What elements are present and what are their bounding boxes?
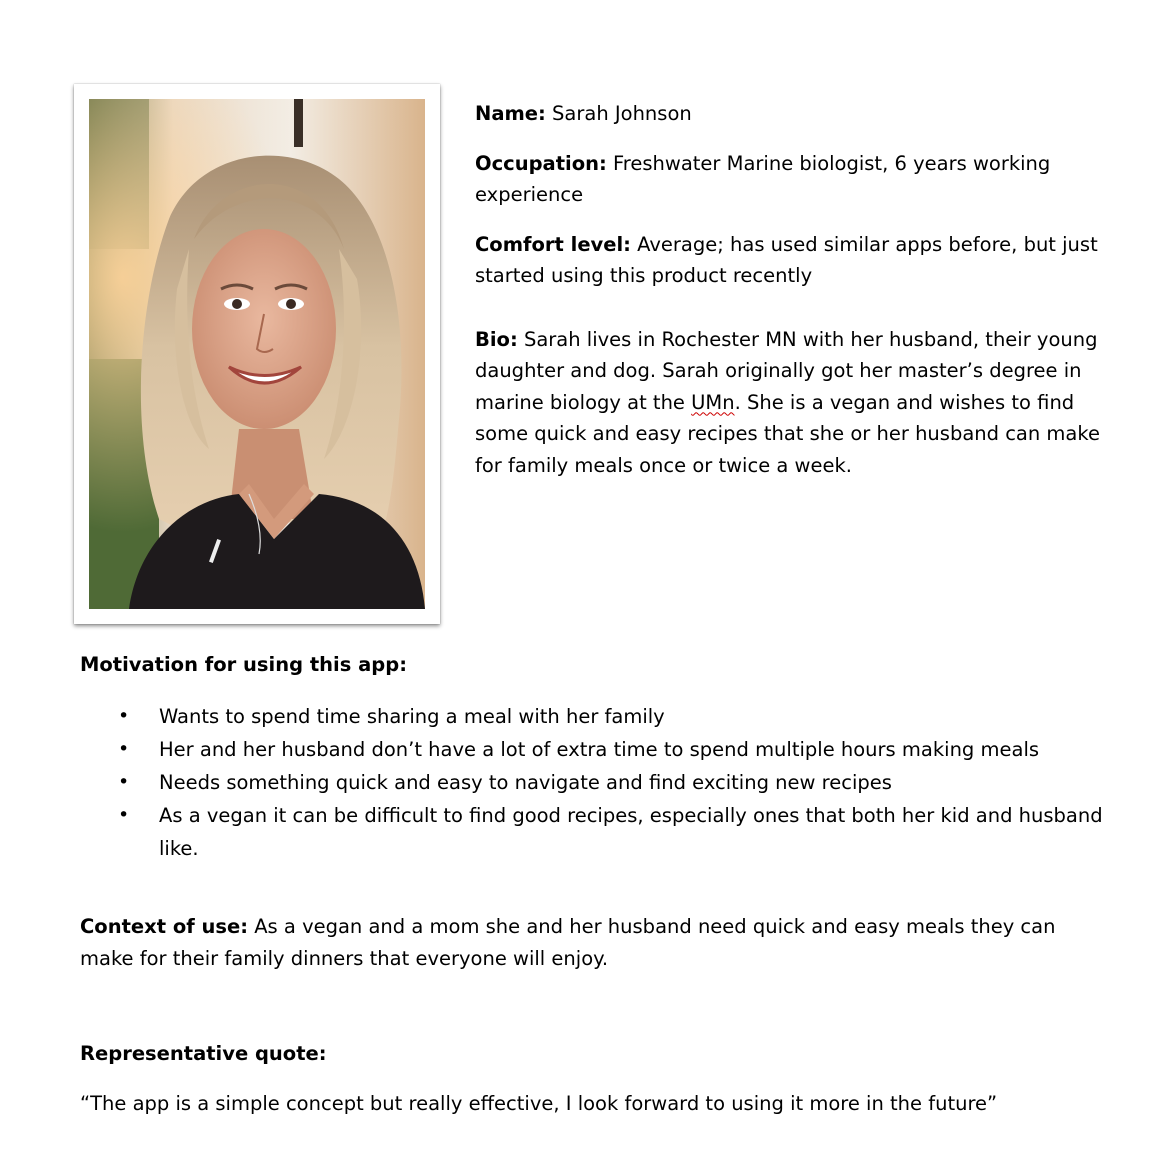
- context-paragraph: [80, 911, 1110, 976]
- motivation-heading: Motivation for using this app:: [80, 653, 407, 676]
- occupation-line: [475, 148, 1115, 211]
- bio-text-part2: . She is a vegan and wishes to find some quick and easy recipes that she or her husband can make for family meals once or twice a week.: [475, 390, 1100, 477]
- bio-paragraph: [475, 324, 1115, 482]
- quote-heading: [80, 1038, 1110, 1071]
- persona-info: [475, 98, 1115, 499]
- list-item-text: As a vegan it can be difficult to find good recipes, especially ones that both her kid and husband like.: [159, 803, 1103, 860]
- bio-label: Bio:: [475, 327, 518, 351]
- list-item: [80, 799, 1110, 865]
- list-item: [80, 733, 1110, 766]
- context-value: As a vegan and a mom she and her husband need quick and easy meals they can make for their family dinners that everyone will enjoy.: [80, 914, 1056, 970]
- context-label: Context of use:: [80, 914, 249, 938]
- persona-details: [80, 649, 1110, 1121]
- list-item-text: Needs something quick and easy to navigate and find exciting new recipes: [159, 770, 892, 794]
- occupation-value: Freshwater Marine biologist, 6 years working experience: [475, 151, 1051, 206]
- bio-text-part1: Sarah lives in Rochester MN with her husband, their young daughter and dog. Sarah originally got her master’s degree in marine biology at the: [475, 327, 1098, 414]
- bullet-icon: •: [118, 770, 130, 793]
- representative-quote: “The app is a simple concept but really effective, I look forward to using it more in the future”: [80, 1092, 998, 1115]
- comfort-line: [475, 229, 1115, 292]
- name-line: [475, 98, 1115, 130]
- list-item-text: Wants to spend time sharing a meal with her family: [159, 704, 665, 728]
- bullet-icon: •: [118, 803, 130, 826]
- name-value: Sarah Johnson: [552, 102, 692, 125]
- bullet-icon: •: [118, 704, 130, 727]
- list-item: [80, 766, 1110, 799]
- quote-heading-text: Representative quote:: [80, 1041, 327, 1065]
- portrait-image: [89, 99, 425, 609]
- comfort-label: Comfort level:: [475, 232, 631, 256]
- bio-spellcheck-word: UMn: [691, 390, 735, 414]
- persona-photo: [89, 99, 425, 609]
- list-item: [80, 700, 1110, 733]
- bullet-icon: •: [118, 737, 130, 760]
- comfort-value: Average; has used similar apps before, but just started using this product recently: [475, 232, 1098, 287]
- list-item-text: Her and her husband don’t have a lot of extra time to spend multiple hours making meals: [159, 737, 1040, 761]
- motivation-list: [80, 700, 1110, 865]
- photo-frame: [74, 84, 440, 624]
- occupation-label: Occupation:: [475, 151, 607, 175]
- name-label: Name:: [475, 102, 546, 125]
